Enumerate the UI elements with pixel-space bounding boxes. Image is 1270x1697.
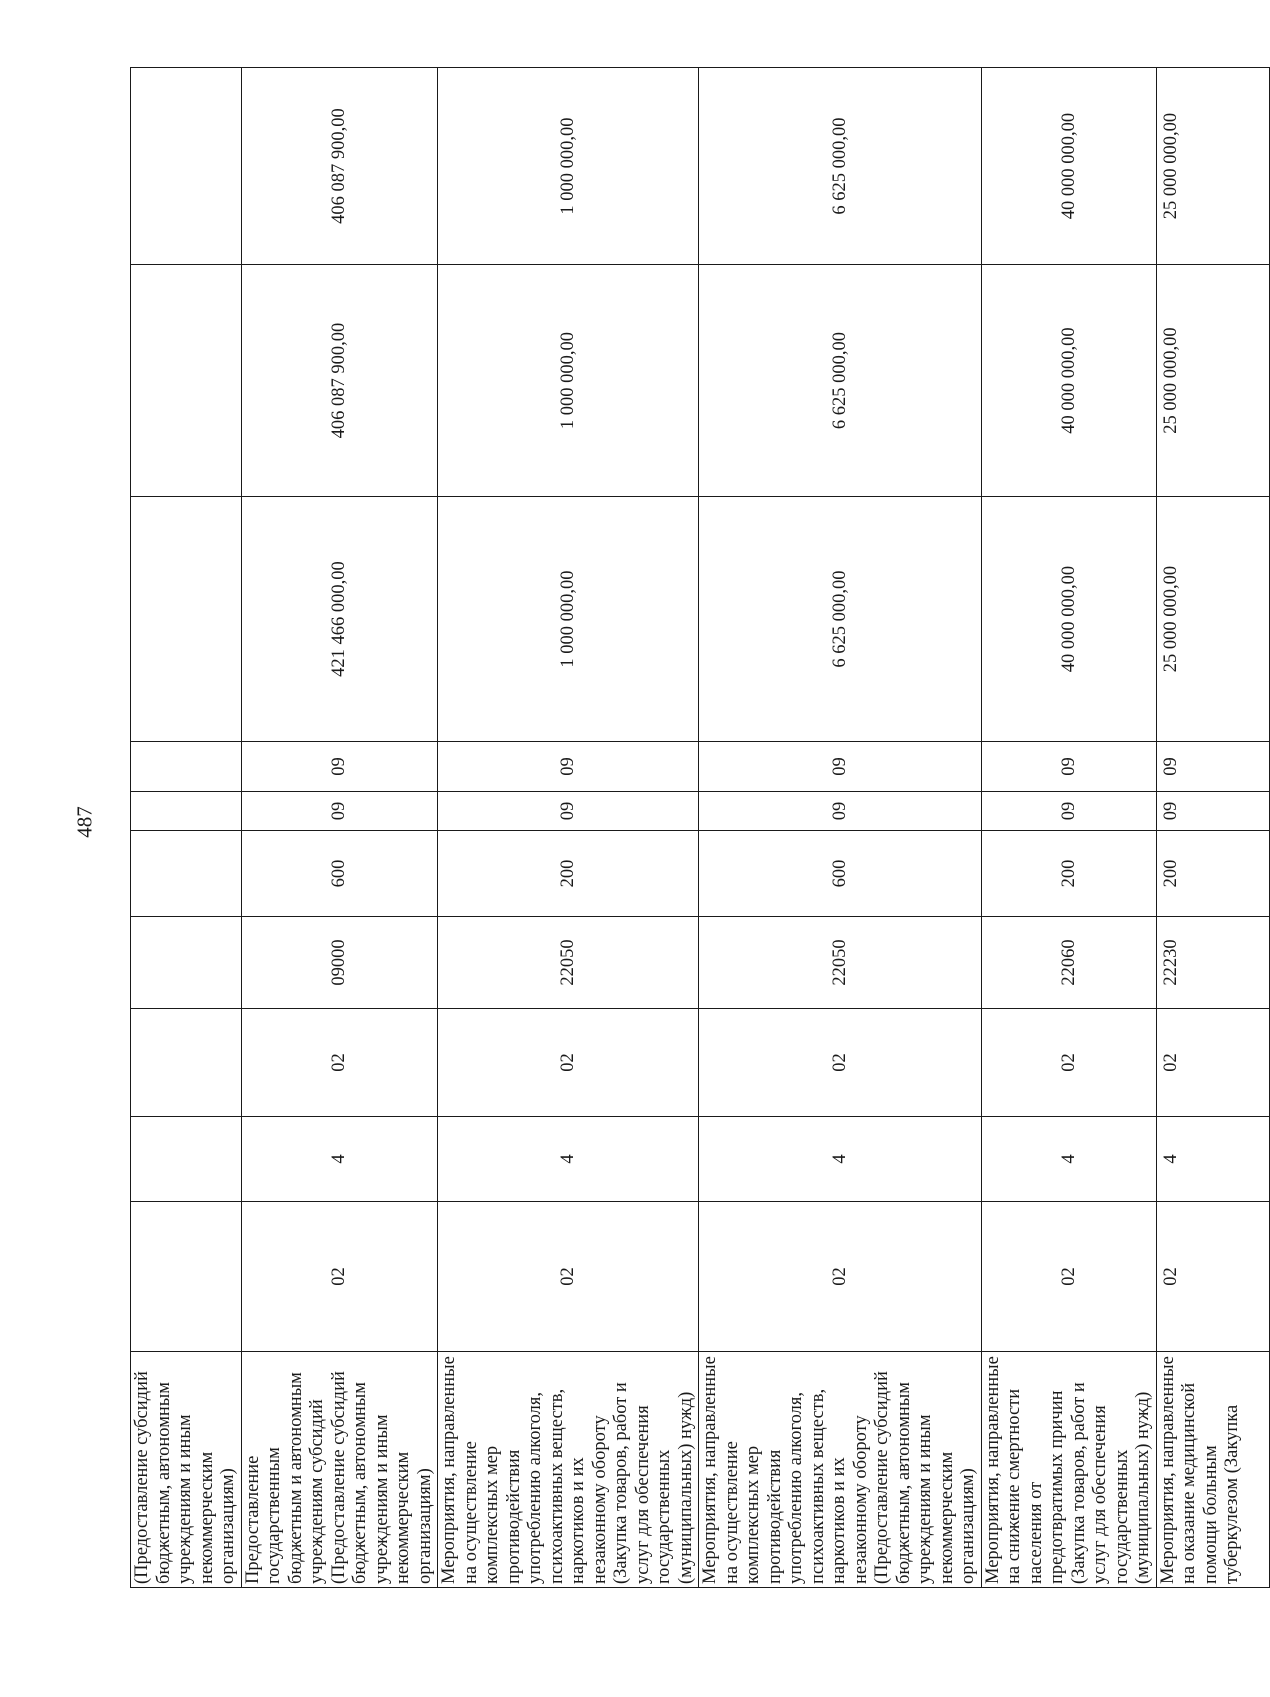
code-cell [131, 742, 242, 792]
code-cell: 02 [1156, 1202, 1269, 1352]
code-cell: 4 [438, 1117, 699, 1202]
code-cell [131, 831, 242, 917]
code-cell: 02 [699, 1009, 982, 1117]
code-cell [131, 1009, 242, 1117]
amount-cell: 1 000 000,00 [438, 265, 699, 497]
page-number: 487 [72, 806, 97, 838]
table-row [131, 68, 242, 1588]
code-cell: 09 [1156, 792, 1269, 831]
table-row [241, 68, 438, 1588]
amount-cell: 25 000 000,00 [1156, 265, 1269, 497]
code-cell: 22230 [1156, 917, 1269, 1009]
code-cell [131, 792, 242, 831]
amount-cell: 40 000 000,00 [981, 497, 1156, 742]
code-cell: 02 [981, 1009, 1156, 1117]
amount-cell: 6 625 000,00 [699, 265, 982, 497]
code-cell: 4 [241, 1117, 438, 1202]
code-cell: 09 [699, 742, 982, 792]
row-name: Мероприятия, направленные на снижение смертности населения от предотвратимых причин (Закупка товаров, работ и услуг для обеспечения государственных (муниципальных) нужд) [981, 1352, 1156, 1588]
code-cell: 200 [438, 831, 699, 917]
code-cell: 600 [699, 831, 982, 917]
code-cell: 02 [981, 1202, 1156, 1352]
code-cell: 02 [241, 1009, 438, 1117]
row-name: (Предоставление субсидий бюджетным, автономным учреждениям и иным некоммерческим организациям) [131, 1352, 242, 1588]
code-cell: 4 [699, 1117, 982, 1202]
code-cell: 22060 [981, 917, 1156, 1009]
code-cell: 09 [438, 742, 699, 792]
amount-cell: 406 087 900,00 [241, 68, 438, 265]
amount-cell [131, 497, 242, 742]
code-cell: 02 [438, 1202, 699, 1352]
code-cell: 09 [699, 792, 982, 831]
code-cell: 09 [1156, 742, 1269, 792]
code-cell: 09000 [241, 917, 438, 1009]
table-row [1156, 68, 1269, 1588]
code-cell: 09 [981, 792, 1156, 831]
code-cell: 02 [699, 1202, 982, 1352]
code-cell: 02 [438, 1009, 699, 1117]
code-cell: 09 [241, 742, 438, 792]
row-name: Предоставление государственным бюджетным и автономным учреждениям субсидий (Предоставление субсидий бюджетным, автономным учреждениям и иным некоммерческим организациям) [241, 1352, 438, 1588]
code-cell [131, 917, 242, 1009]
amount-cell: 25 000 000,00 [1156, 497, 1269, 742]
budget-table [130, 67, 1270, 1588]
amount-cell: 25 000 000,00 [1156, 68, 1269, 265]
code-cell: 22050 [438, 917, 699, 1009]
code-cell [131, 1117, 242, 1202]
code-cell [131, 1202, 242, 1352]
code-cell: 09 [438, 792, 699, 831]
code-cell: 4 [1156, 1117, 1269, 1202]
amount-cell: 40 000 000,00 [981, 265, 1156, 497]
amount-cell: 40 000 000,00 [981, 68, 1156, 265]
code-cell: 4 [981, 1117, 1156, 1202]
amount-cell: 1 000 000,00 [438, 497, 699, 742]
code-cell: 22050 [699, 917, 982, 1009]
table-row [981, 68, 1156, 1588]
budget-table-rotated [130, 68, 1242, 1588]
code-cell: 09 [241, 792, 438, 831]
code-cell: 200 [981, 831, 1156, 917]
amount-cell [131, 68, 242, 265]
code-cell: 09 [981, 742, 1156, 792]
table-row [699, 68, 982, 1588]
code-cell: 600 [241, 831, 438, 917]
code-cell: 200 [1156, 831, 1269, 917]
amount-cell: 421 466 000,00 [241, 497, 438, 742]
code-cell: 02 [1156, 1009, 1269, 1117]
amount-cell: 406 087 900,00 [241, 265, 438, 497]
amount-cell [131, 265, 242, 497]
row-name: Мероприятия, направленные на осуществление комплексных мер противодействия употреблению алкоголя, психоактивных веществ, наркотиков и их незаконному обороту (Закупка товаров, работ и услуг для обеспечения государственных (муниципальных) нужд) [438, 1352, 699, 1588]
row-name: Мероприятия, направленные на осуществление комплексных мер противодействия употреблению алкоголя, психоактивных веществ, наркотиков и их незаконному обороту (Предоставление субсидий бюджетным, автономным учреждениям и иным некоммерческим организациям) [699, 1352, 982, 1588]
amount-cell: 6 625 000,00 [699, 68, 982, 265]
row-name: Мероприятия, направленные на оказание медицинской помощи больным туберкулезом (Закупка [1156, 1352, 1269, 1588]
table-row [438, 68, 699, 1588]
amount-cell: 6 625 000,00 [699, 497, 982, 742]
code-cell: 02 [241, 1202, 438, 1352]
amount-cell: 1 000 000,00 [438, 68, 699, 265]
